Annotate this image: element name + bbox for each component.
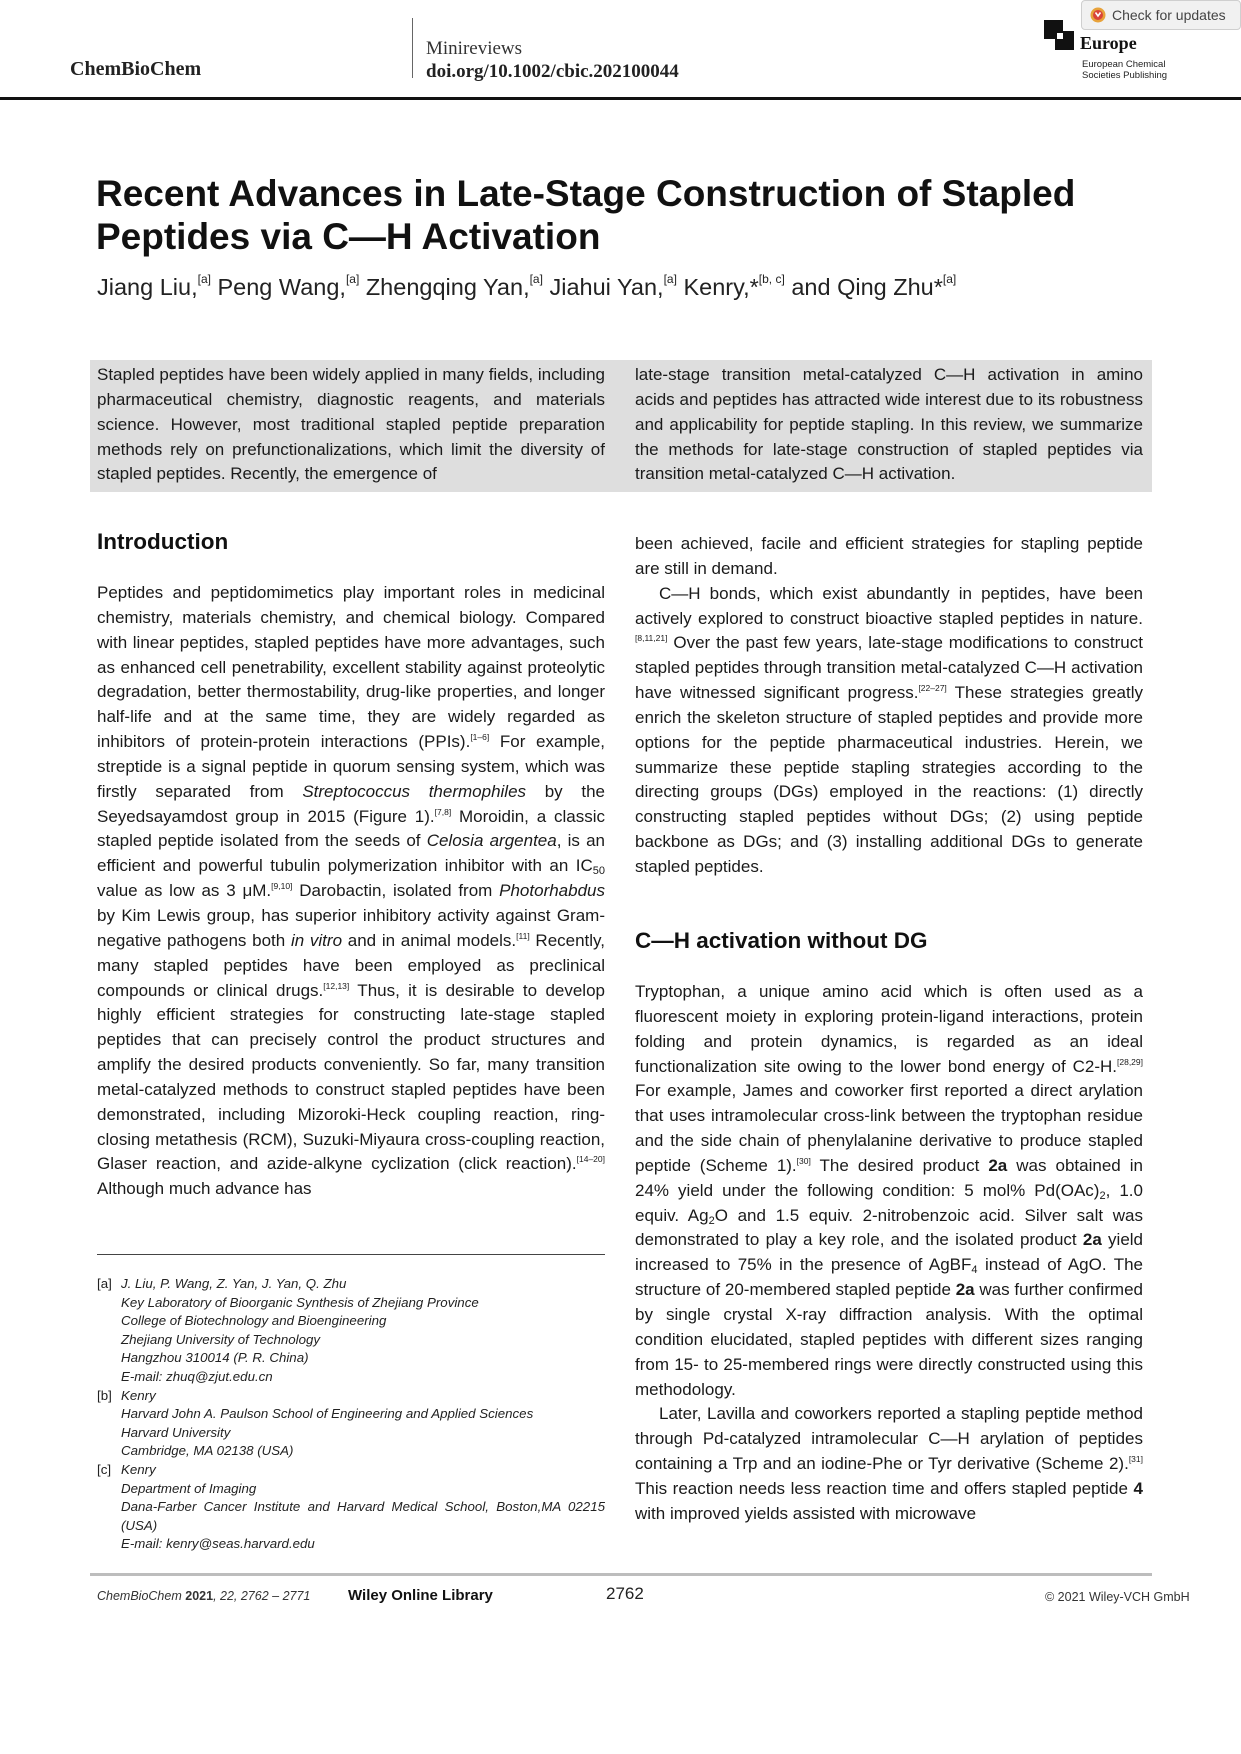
citation[interactable]: [1–6]	[470, 732, 490, 743]
header-rule	[0, 97, 1241, 100]
citation[interactable]: [14–20]	[576, 1154, 605, 1165]
species-name: Celosia argentea	[426, 831, 557, 851]
text-run: value as low as 3 μM.	[97, 881, 272, 901]
text-run: Peptides and peptidomimetics play important roles in medicinal chemistry, materials chemistry, and chemical biology. Compared with linear peptides, stapled peptides have more advantages, such as enhanced cell penetrability, excellent stability against proteolytic degradation, better thermostability, drug-like properties, and longer half-life and at the same time, they are widely regarded as inhibitors of protein-protein interactions (PPIs).	[97, 583, 605, 752]
text-run: This reaction needs less reaction time and offers stapled peptide	[635, 1478, 1134, 1498]
paper-title: Recent Advances in Late-Stage Construction of Stapled Peptides via C—H Activation	[96, 173, 1076, 257]
text-run: The desired product	[810, 1155, 989, 1175]
author-affiliation: [a]	[529, 272, 543, 286]
introduction-paragraph	[97, 581, 605, 1202]
publisher-logo-icon	[1044, 20, 1074, 50]
author-name: Kenry,*	[683, 274, 759, 300]
compound-label: 2a	[1082, 1230, 1102, 1250]
affiliation-line: Harvard John A. Paulson School of Engineering and Applied Sciences	[121, 1406, 534, 1422]
affiliation-line: College of Biotechnology and Bioengineering	[121, 1313, 387, 1329]
footer-volume-pages: , 22, 2762 – 2771	[213, 1589, 311, 1603]
author-name: Jiahui Yan,	[549, 274, 664, 300]
header-divider	[412, 18, 413, 78]
author-affiliation: [b, c]	[758, 272, 785, 286]
text-run: Darobactin, isolated from	[292, 881, 500, 901]
paragraph	[635, 980, 1143, 1402]
compound-label: 2a	[955, 1280, 975, 1300]
text-run: Moroidin, a classic stapled peptide isolated from the seeds of	[97, 806, 605, 851]
introduction-heading: Introduction	[97, 529, 229, 554]
author-name: and Qing Zhu*	[791, 274, 943, 300]
subscript: 2	[708, 1214, 715, 1227]
text-run: with improved yields assisted with microwave	[635, 1503, 977, 1523]
affiliation-b	[97, 1387, 605, 1406]
abstract-right: late-stage transition metal-catalyzed C—H activation in amino acids and peptides has attracted wide interest due to its robustness and applicability for peptide stapling. In this review, we summarize the methods for late-stage construction of stapled peptides via transition metal-catalyzed C—H activation.	[635, 365, 1143, 484]
affiliation-line: Dana-Farber Cancer Institute and Harvard Medical School, Boston,MA 02215 (USA)	[121, 1499, 605, 1533]
affiliation-line: J. Liu, P. Wang, Z. Yan, J. Yan, Q. Zhu	[121, 1276, 347, 1291]
page-number: 2762	[606, 1584, 644, 1603]
doi-link[interactable]: doi.org/10.1002/cbic.202100044	[426, 61, 679, 82]
abstract-left: Stapled peptides have been widely applied in many fields, including pharmaceutical chemistry, diagnostic reagents, and materials science. However, most traditional stapled peptide preparation methods rely on prefunctionalizations, which limit the diversity of stapled peptides. Recently, the emergence of	[97, 365, 605, 484]
affiliation-tag: [c]	[97, 1461, 112, 1477]
affiliation-rule	[97, 1254, 605, 1255]
publisher-subtitle: European Chemical	[1082, 59, 1166, 70]
text-run: For example, James and coworker first reported a direct arylation that uses intramolecular cross-link between the tryptophan residue and the side chain of phenylalanine derivative to produce stapled peptide (Scheme 1).	[635, 1081, 1143, 1175]
author-affiliation: [a]	[942, 272, 957, 286]
text-run: by Kim Lewis group, has superior inhibitory activity against Gram-negative pathogens both	[97, 905, 605, 950]
citation[interactable]: [12,13]	[323, 980, 350, 991]
publisher-subtitle: Societies Publishing	[1082, 70, 1168, 81]
email-link[interactable]: E-mail: kenry@seas.harvard.edu	[121, 1536, 315, 1552]
species-name: Photorhabdus	[499, 881, 606, 901]
introduction-continued	[635, 532, 1143, 880]
text-run: , is an efficient and powerful tubulin polymerization inhibitor with an IC	[97, 831, 605, 876]
paragraph	[635, 1402, 1143, 1526]
copyright: © 2021 Wiley-VCH GmbH	[1045, 1590, 1190, 1604]
affiliation-line: Zhejiang University of Technology	[121, 1331, 321, 1347]
italic-term: in vitro	[290, 930, 343, 950]
affiliation-tag: [a]	[97, 1276, 112, 1291]
text-run: Over the past few years, late-stage modifications to construct stapled peptides through transition metal-catalyzed C—H activation have witnessed significant progress.	[635, 633, 1143, 703]
check-updates-icon	[1090, 7, 1106, 23]
footer-rule	[90, 1573, 1152, 1576]
text-run: was further confirmed by single crystal X-ray diffraction analysis. With the optimal condition elucidated, stapled peptides with different sizes ranging from 15- to 25-membered rings were directly constructed using this methodology.	[635, 1280, 1143, 1399]
paragraph: been achieved, facile and efficient strategies for stapling peptide are still in demand.	[635, 534, 1143, 578]
subscript: 2	[1099, 1189, 1106, 1202]
subscript: 4	[971, 1264, 978, 1277]
affiliation-line: Harvard University	[121, 1424, 231, 1440]
text-run: instead of AgO. The structure of 20-membered stapled peptide	[635, 1255, 1143, 1300]
author-affiliation: [a]	[663, 272, 677, 286]
text-run: Thus, it is desirable to develop highly efficient strategies for constructing late-stage stapled peptides that can precisely control the product structures and amplify the desired products conveniently. So far, many transition metal-catalyzed methods to construct stapled peptides have been demonstrated, including Mizoroki-Heck coupling reaction, ring-closing metathesis (RCM), Suzuki-Miyaura cross-coupling reaction, Glaser reaction, and azide-alkyne cyclization (click reaction).	[97, 980, 605, 1174]
section-label: Minireviews	[426, 38, 523, 59]
author-name: Jiang Liu,	[97, 274, 198, 300]
compound-label: 4	[1133, 1478, 1143, 1498]
footer-year: 2021	[185, 1589, 214, 1603]
journal-name: ChemBioChem	[70, 58, 202, 80]
affiliation-c	[97, 1461, 605, 1480]
footer-citation	[97, 1589, 310, 1603]
author-name: Peng Wang,	[217, 274, 346, 300]
text-run: For example, streptide is a signal peptide in quorum sensing system, which was firstly separated from	[97, 732, 605, 801]
affiliation-line: Kenry	[121, 1387, 156, 1403]
text-run: Recently, many stapled peptides have been employed as preclinical compounds or clinical drugs.	[97, 930, 606, 1000]
affiliation-a	[97, 1275, 605, 1294]
citation[interactable]: [28,29]	[1117, 1056, 1143, 1067]
affiliations	[97, 1275, 605, 1554]
compound-label: 2a	[988, 1155, 1008, 1175]
section-heading: C—H activation without DG	[635, 928, 928, 953]
citation[interactable]: [30]	[796, 1155, 811, 1166]
text-run: These strategies greatly enrich the skeleton structure of stapled peptides and provide more options for the peptide pharmaceutical industries. Herein, we summarize these peptide stapling strategies according to the directing groups (DGs) employed in the reactions: (1) directly constructing stapled peptides without DGs; (2) using peptide backbone as DGs; and (3) installing additional DGs to generate stapled peptides.	[635, 683, 1143, 876]
affiliation-line: Kenry	[121, 1461, 156, 1477]
text-run: yield increased to 75% in the presence of AgBF	[635, 1230, 1144, 1275]
citation[interactable]: [31]	[1128, 1454, 1143, 1465]
email-link[interactable]: E-mail: zhuq@zjut.edu.cn	[121, 1368, 273, 1384]
text-run: was obtained in 24% yield under the following condition: 5 mol% Pd(OAc)	[635, 1155, 1143, 1200]
section-paragraph	[635, 980, 1143, 1527]
check-updates-label: Check for updates	[1112, 7, 1226, 23]
author-name: Zhengqing Yan,	[365, 274, 530, 300]
citation[interactable]: [8,11,21]	[635, 633, 668, 644]
citation[interactable]: [7,8]	[434, 806, 452, 817]
footer-journal: ChemBioChem	[97, 1589, 182, 1603]
text-run: Later, Lavilla and coworkers reported a stapling peptide method through Pd-catalyzed intramolecular C—H arylation of peptides containing a Trp and an iodine-Phe or Tyr derivative (Scheme 2).	[635, 1404, 1143, 1474]
text-run: Although much advance has	[97, 1179, 312, 1199]
citation[interactable]: [11]	[516, 930, 530, 941]
author-list	[97, 274, 1157, 301]
text-run: C—H bonds, which exist abundantly in peptides, have been actively explored to construct bioactive stapled peptides in nature.	[635, 583, 1143, 628]
affiliation-line: Hangzhou 310014 (P. R. China)	[121, 1350, 309, 1366]
text-run: and in animal models.	[342, 930, 517, 950]
affiliation-tag: [b]	[97, 1387, 112, 1403]
author-affiliation: [a]	[345, 272, 360, 286]
species-name: Streptococcus thermophiles	[302, 781, 527, 801]
publisher-name: Europe	[1080, 33, 1137, 53]
text-run: O and 1.5 equiv. 2-nitrobenzoic acid. Silver salt was demonstrated to play a key role, and the isolated product	[635, 1205, 1143, 1250]
text-run: Tryptophan, a unique amino acid which is often used as a fluorescent moiety in exploring protein-ligand interactions, protein folding and protein dynamics, is regarded as an ideal functionalization site owing to the lower bond energy of C2-H.	[635, 982, 1143, 1076]
text-run: , 1.0 equiv. Ag	[635, 1180, 1143, 1225]
paragraph	[635, 582, 1143, 880]
subscript: 50	[592, 865, 605, 878]
wiley-online-library-link[interactable]: Wiley Online Library	[348, 1587, 493, 1604]
author-affiliation: [a]	[197, 272, 211, 286]
affiliation-line: Cambridge, MA 02138 (USA)	[121, 1443, 294, 1459]
affiliation-line: Key Laboratory of Bioorganic Synthesis of Zhejiang Province	[121, 1294, 479, 1310]
citation[interactable]: [9,10]	[271, 881, 293, 892]
affiliation-line: Department of Imaging	[121, 1480, 257, 1496]
citation[interactable]: [22–27]	[918, 683, 947, 694]
text-run: by the Seyedsayamdost group in 2015 (Figure 1).	[97, 781, 605, 826]
check-for-updates-button[interactable]	[1081, 0, 1241, 30]
